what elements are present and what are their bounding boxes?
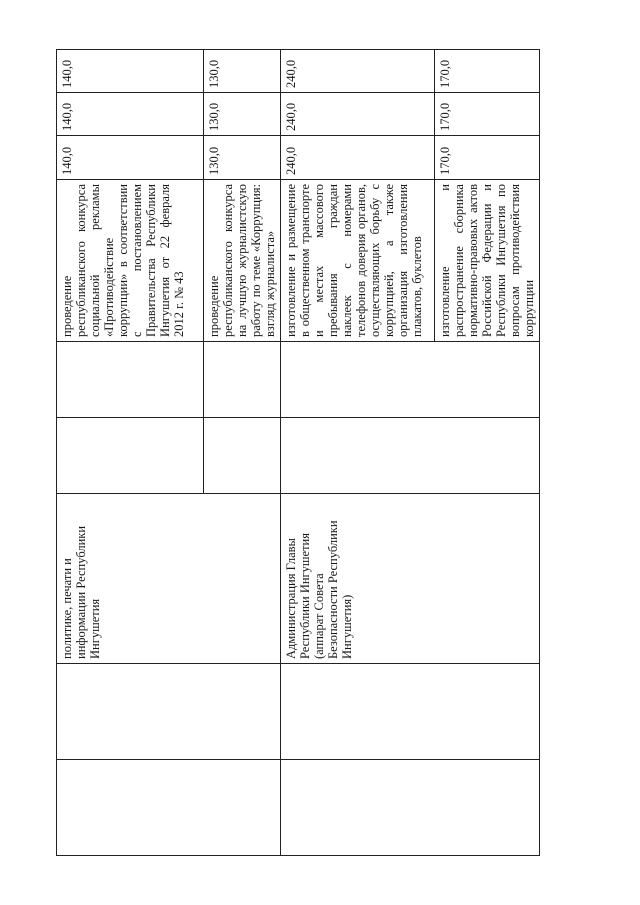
table-row (57, 50, 204, 856)
cell-event: изготовление и размещение в общественном транспорте и местах массового пребывания граждан наклеек с номерами телефонов доверия органов, осуществляющих борьбу с коррупцией, а также организация изготовления плакатов, буклетов (281, 180, 435, 342)
cell-empty (281, 342, 540, 418)
cell-year-2: 140,0 (57, 50, 204, 93)
cell-empty (57, 760, 281, 856)
program-table (56, 49, 540, 856)
table-row (281, 50, 435, 856)
cell-empty (57, 664, 281, 760)
cell-empty (204, 342, 281, 418)
cell-event: проведение республиканского конкурса социальной рекламы «Противодействие коррупции» в соответствии с постановлением Правительства Республики Ингушетия от 22 февраля 2012 г. № 43 (57, 180, 204, 342)
cell-total: 130,0 (204, 136, 281, 180)
cell-year-1: 130,0 (204, 93, 281, 136)
cell-year-2: 240,0 (281, 50, 435, 93)
cell-executor: Администрация Главы Республики Ингушетия (аппарат Совета Безопасности Республики Ингушетия) (281, 494, 540, 664)
cell-empty (57, 342, 204, 418)
cell-total: 170,0 (435, 136, 540, 180)
cell-year-1: 240,0 (281, 93, 435, 136)
cell-total: 140,0 (57, 136, 204, 180)
cell-empty (281, 760, 540, 856)
cell-year-1: 140,0 (57, 93, 204, 136)
cell-empty (57, 418, 204, 494)
cell-event: изготовление и распространение сборника нормативно-правовых актов Российской Федерации и Республики Ингушетия по вопросам противодействия коррупции (435, 180, 540, 342)
cell-year-2: 170,0 (435, 50, 540, 93)
cell-year-2: 130,0 (204, 50, 281, 93)
cell-executor: политике, печати и информации Республики Ингушетия (57, 494, 281, 664)
rotated-table-container (56, 50, 536, 856)
cell-empty (204, 418, 281, 494)
cell-total: 240,0 (281, 136, 435, 180)
cell-year-1: 170,0 (435, 93, 540, 136)
cell-empty (281, 664, 540, 760)
cell-event: проведение республиканского конкурса на лучшую журналистскую работу по теме «Коррупция: взгляд журналиста» (204, 180, 281, 342)
cell-empty (281, 418, 540, 494)
